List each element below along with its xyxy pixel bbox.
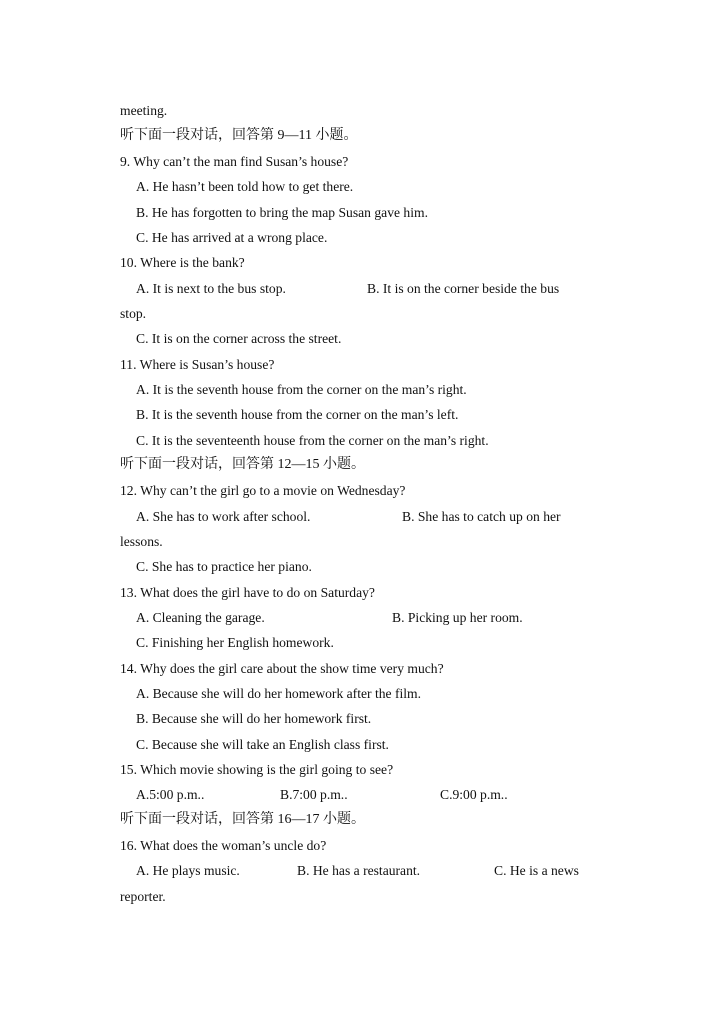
q10-options-row bbox=[136, 280, 598, 298]
q15-option-a: A.5:00 p.m.. bbox=[136, 787, 205, 802]
q12-options-row bbox=[136, 508, 598, 526]
q12-option-c: C. She has to practice her piano. bbox=[136, 559, 312, 574]
section-heading-16-17: 听下面一段对话，回答第 16—17 小题。 bbox=[120, 812, 365, 827]
q14-option-c: C. Because she will take an English class first. bbox=[136, 737, 389, 752]
q16-options-row bbox=[136, 862, 598, 880]
q10-option-c: C. It is on the corner across the street. bbox=[136, 331, 342, 346]
q11-option-b: B. It is the seventh house from the corner on the man’s left. bbox=[136, 407, 459, 422]
section-heading-9-11: 听下面一段对话，回答第 9—11 小题。 bbox=[120, 128, 358, 143]
q12-option-b: B. She has to catch up on her bbox=[402, 509, 561, 524]
q11-option-c: C. It is the seventeenth house from the corner on the man’s right. bbox=[136, 433, 489, 448]
q16-option-c: C. He is a news bbox=[494, 863, 579, 878]
q9-option-b: B. He has forgotten to bring the map Susan gave him. bbox=[136, 205, 428, 220]
q10-option-b: B. It is on the corner beside the bus bbox=[367, 281, 560, 296]
q9-option-a: A. He hasn’t been told how to get there. bbox=[136, 179, 354, 194]
q10-option-b-continued: stop. bbox=[120, 306, 147, 321]
q15-options-row bbox=[136, 786, 598, 804]
q13-option-c: C. Finishing her English homework. bbox=[136, 635, 334, 650]
q16-option-c-continued: reporter. bbox=[120, 889, 166, 904]
continued-text: meeting. bbox=[120, 103, 168, 118]
q12-option-a: A. She has to work after school. bbox=[136, 509, 311, 524]
question-15: 15. Which movie showing is the girl going to see? bbox=[120, 762, 394, 777]
q10-option-a: A. It is next to the bus stop. bbox=[136, 281, 286, 296]
q16-option-a: A. He plays music. bbox=[136, 863, 240, 878]
q14-option-b: B. Because she will do her homework first. bbox=[136, 711, 372, 726]
q9-option-c: C. He has arrived at a wrong place. bbox=[136, 230, 328, 245]
section-heading-12-15: 听下面一段对话，回答第 12—15 小题。 bbox=[120, 457, 365, 472]
q13-option-b: B. Picking up her room. bbox=[392, 610, 523, 625]
question-11: 11. Where is Susan’s house? bbox=[120, 357, 275, 372]
q13-option-a: A. Cleaning the garage. bbox=[136, 610, 265, 625]
question-16: 16. What does the woman’s uncle do? bbox=[120, 838, 327, 853]
q15-option-c: C.9:00 p.m.. bbox=[440, 787, 508, 802]
question-14: 14. Why does the girl care about the show time very much? bbox=[120, 661, 444, 676]
q12-option-b-continued: lessons. bbox=[120, 534, 163, 549]
q16-option-b: B. He has a restaurant. bbox=[297, 863, 421, 878]
q13-options-row bbox=[136, 609, 598, 627]
q11-option-a: A. It is the seventh house from the corner on the man’s right. bbox=[136, 382, 467, 397]
question-12: 12. Why can’t the girl go to a movie on Wednesday? bbox=[120, 483, 406, 498]
question-10: 10. Where is the bank? bbox=[120, 255, 245, 270]
q14-option-a: A. Because she will do her homework after the film. bbox=[136, 686, 422, 701]
question-9: 9. Why can’t the man find Susan’s house? bbox=[120, 154, 349, 169]
q15-option-b: B.7:00 p.m.. bbox=[280, 787, 348, 802]
question-13: 13. What does the girl have to do on Saturday? bbox=[120, 585, 375, 600]
